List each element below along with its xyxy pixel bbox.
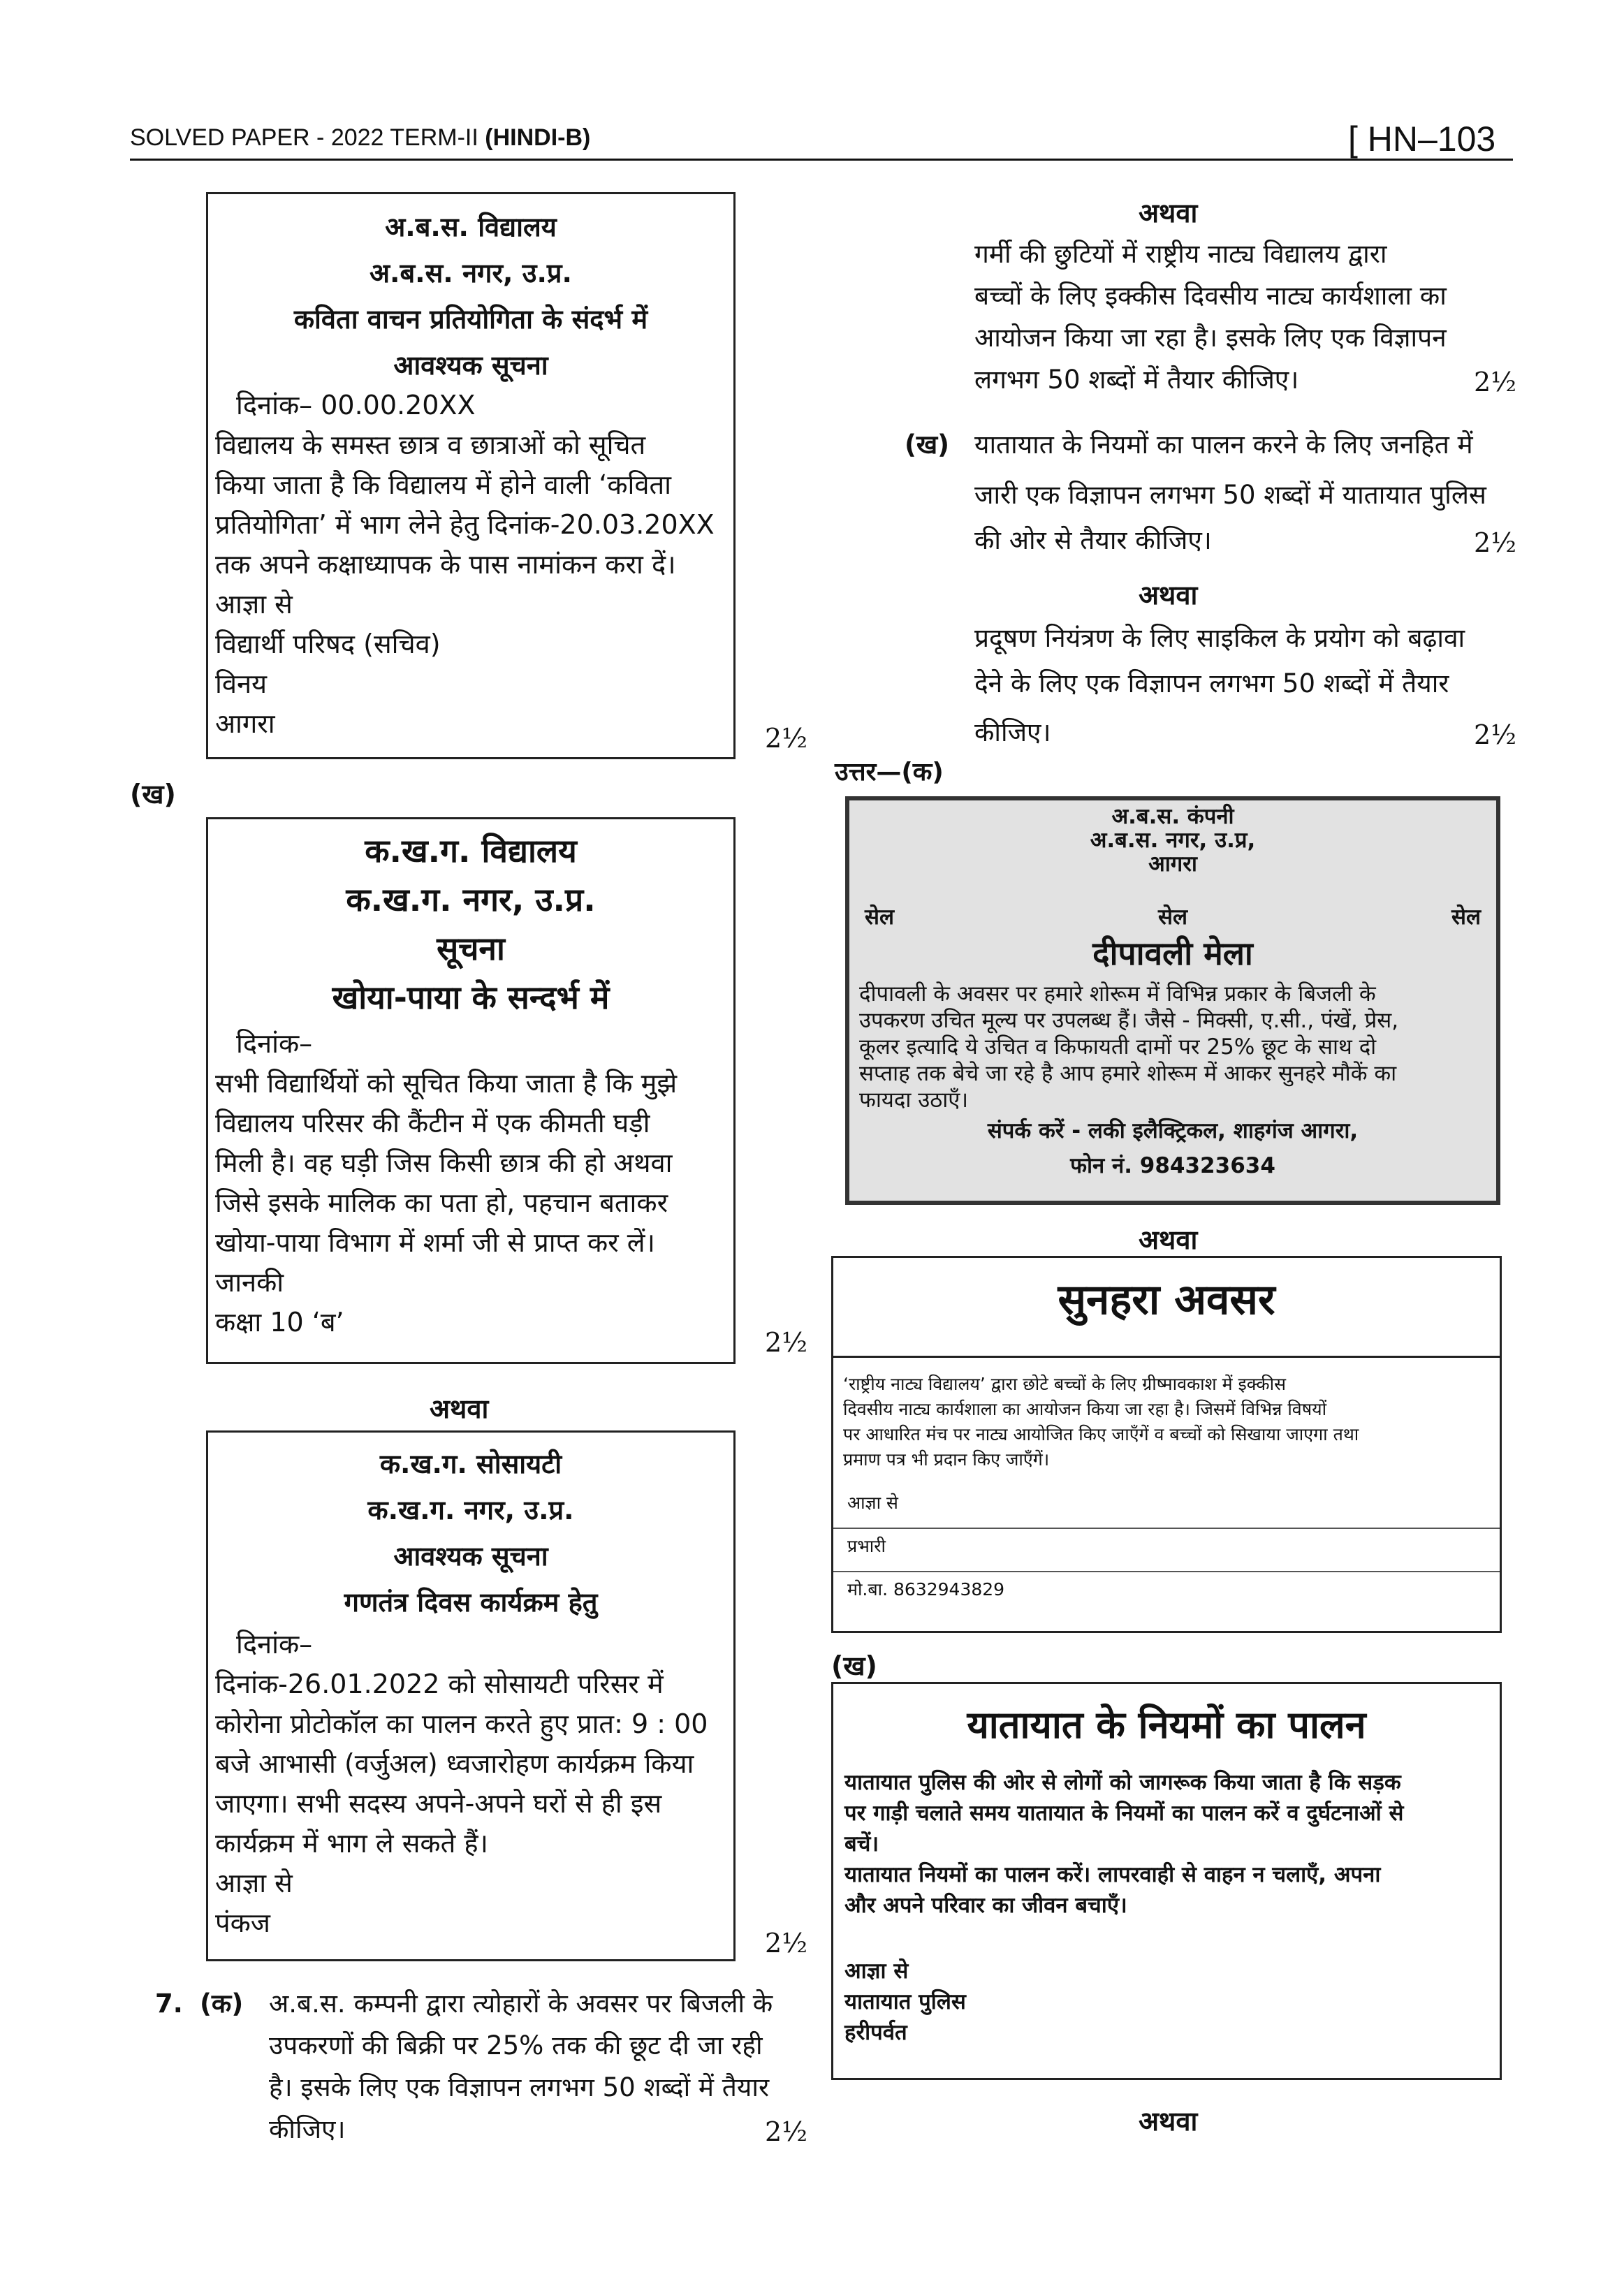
question-line: यातायात के नियमों का पालन करने के लिए जनहित में bbox=[974, 430, 1473, 460]
marks-label: 2½ bbox=[1474, 527, 1517, 558]
ad-sale-tag: सेल bbox=[1158, 905, 1187, 930]
question-part: (ख) bbox=[905, 430, 950, 460]
ad-body-line: बचें। bbox=[844, 1831, 879, 1857]
question-line: है। इसके लिए एक विज्ञापन लगभग 50 शब्दों में तैयार bbox=[269, 2072, 770, 2102]
ad-sale-tag: सेल bbox=[865, 905, 894, 930]
ad-body-line: पर गाड़ी चलाते समय यातायात के नियमों का पालन करें व दुर्घटनाओं से bbox=[844, 1801, 1404, 1826]
ad-body-line: दीपावली के अवसर पर हमारे शोरूम में विभिन्न प्रकार के बिजली के bbox=[859, 981, 1376, 1006]
ad-sign-line: प्रभारी bbox=[847, 1536, 886, 1556]
ad-sign-line: आज्ञा से bbox=[844, 1959, 909, 1984]
notice-body-line: तक अपने कक्षाध्यापक के पास नामांकन करा दें। bbox=[215, 549, 676, 580]
notice-sign-line: आगरा bbox=[215, 708, 275, 739]
ad-divider bbox=[833, 1528, 1500, 1529]
ad-contact: संपर्क करें - लकी इलैक्ट्रिकल, शाहगंज आगरा, bbox=[987, 1118, 1359, 1143]
notice-subject: खोया-पाया के सन्दर्भ में bbox=[332, 979, 610, 1016]
athva-label: अथवा bbox=[1139, 198, 1198, 228]
notice-body-line: किया जाता है कि विद्यालय में होने वाली ‘कविता bbox=[215, 469, 671, 500]
notice-date: दिनांक– bbox=[236, 1629, 313, 1660]
ad-phone: फोन नं. 984323634 bbox=[1070, 1153, 1275, 1178]
notice-body-line: खोया-पाया विभाग में शर्मा जी से प्राप्त कर लें। bbox=[215, 1227, 655, 1258]
athva-label: अथवा bbox=[1139, 580, 1198, 610]
notice-sign-line: पंकज bbox=[215, 1908, 270, 1938]
notice-society-address: क.ख.ग. नगर, उ.प्र. bbox=[367, 1495, 574, 1525]
ad-body-line: उपकरण उचित मूल्य पर उपलब्ध हैं। जैसे - मिक्सी, ए.सी., पंखें, प्रेस, bbox=[859, 1008, 1399, 1033]
notice-body-line: सभी विद्यार्थियों को सूचित किया जाता है कि मुझे bbox=[215, 1068, 678, 1099]
athva-label: अथवा bbox=[430, 1393, 489, 1424]
notice-body-line: प्रतियोगिता’ में भाग लेने हेतु दिनांक-20.03.20XX bbox=[215, 509, 715, 540]
ad-sign-line: आज्ञा से bbox=[847, 1493, 898, 1513]
running-header bbox=[130, 124, 590, 152]
notice-sign-line: जानकी bbox=[215, 1267, 284, 1298]
notice-subject: कविता वाचन प्रतियोगिता के संदर्भ में bbox=[293, 304, 648, 335]
question-line: उपकरणों की बिक्री पर 25% तक की छूट दी जा रही bbox=[269, 2030, 763, 2060]
ad-body-line: यातायात नियमों का पालन करें। लापरवाही से वाहन न चलाएँ, अपना bbox=[844, 1862, 1381, 1887]
question-line: देने के लिए एक विज्ञापन लगभग 50 शब्दों में तैयार bbox=[974, 668, 1449, 698]
notice-box-lost-found bbox=[206, 817, 736, 1364]
question-line: प्रदूषण नियंत्रण के लिए साइकिल के प्रयोग को बढ़ावा bbox=[974, 623, 1465, 653]
ad-body-line: और अपने परिवार का जीवन बचाएँ। bbox=[844, 1893, 1127, 1918]
question-line: की ओर से तैयार कीजिए। bbox=[974, 525, 1212, 555]
header-subject: (HINDI-B) bbox=[485, 124, 591, 151]
marks-label: 2½ bbox=[765, 2116, 808, 2147]
ad-body-line: प्रमाण पत्र भी प्रदान किए जाएँगें। bbox=[843, 1449, 1050, 1470]
part-label-kha: (ख) bbox=[831, 1650, 877, 1681]
ad-divider bbox=[833, 1356, 1500, 1358]
notice-sign-line: आज्ञा से bbox=[215, 589, 293, 620]
question-line: आयोजन किया जा रहा है। इसके लिए एक विज्ञापन bbox=[974, 323, 1447, 353]
ad-body-line: दिवसीय नाट्य कार्यशाला का आयोजन किया जा रहा है। जिसमें विभिन्न विषयों bbox=[843, 1399, 1327, 1419]
ad-body-line: सप्ताह तक बेचे जा रहे है आप हमारे शोरूम में आकर सुनहरे मौकें का bbox=[859, 1061, 1397, 1086]
question-part: (क) bbox=[200, 1989, 244, 2019]
header-title: SOLVED PAPER - 2022 TERM-II bbox=[130, 124, 478, 151]
page-number: [ HN–103 bbox=[1348, 119, 1496, 159]
ad-body-line: यातायात पुलिस की ओर से लोगों को जागरूक किया जाता है कि सड़क bbox=[844, 1770, 1401, 1795]
header-rule bbox=[130, 159, 1513, 161]
question-line: बच्चों के लिए इक्कीस दिवसीय नाट्य कार्यशाला का bbox=[974, 281, 1447, 311]
ad-title: सुनहरा अवसर bbox=[1058, 1275, 1275, 1324]
notice-box-poetry bbox=[206, 192, 736, 759]
notice-body-line: जिसे इसके मालिक का पता हो, पहचान बताकर bbox=[215, 1187, 668, 1218]
ad-body-line: पर आधारित मंच पर नाट्य आयोजित किए जाएँगें व बच्चों को सिखाया जाएगा तथा bbox=[843, 1424, 1359, 1444]
question-line: कीजिए। bbox=[269, 2114, 346, 2144]
notice-body-line: बजे आभासी (वर्जुअल) ध्वजारोहण कार्यक्रम किया bbox=[215, 1748, 694, 1779]
ad-body-line: फायदा उठाएँ। bbox=[859, 1088, 969, 1113]
ad-company-city: आगरा bbox=[1148, 851, 1197, 877]
question-line: जारी एक विज्ञापन लगभग 50 शब्दों में यातायात पुलिस bbox=[974, 480, 1486, 510]
notice-heading: सूचना bbox=[437, 930, 505, 967]
athva-label: अथवा bbox=[1139, 2106, 1198, 2137]
question-line: लगभग 50 शब्दों में तैयार कीजिए। bbox=[974, 365, 1299, 395]
notice-heading: आवश्यक सूचना bbox=[393, 1541, 548, 1572]
ad-title: दीपावली मेला bbox=[1092, 935, 1253, 972]
athva-label: अथवा bbox=[1139, 1224, 1198, 1255]
notice-subject: गणतंत्र दिवस कार्यक्रम हेतु bbox=[344, 1587, 598, 1618]
ad-sign-line: यातायात पुलिस bbox=[844, 1989, 966, 2014]
notice-school-address: अ.ब.स. नगर, उ.प्र. bbox=[370, 258, 572, 288]
ad-title: यातायात के नियमों का पालन bbox=[967, 1703, 1366, 1747]
notice-heading: आवश्यक सूचना bbox=[393, 350, 548, 381]
ad-body-line: ‘राष्ट्रीय नाट्य विद्यालय’ द्वारा छोटे बच्चों के लिए ग्रीष्मावकाश में इक्कीस bbox=[843, 1374, 1286, 1394]
notice-school-name: अ.ब.स. विद्यालय bbox=[385, 212, 557, 242]
notice-body-line: मिली है। वह घड़ी जिस किसी छात्र की हो अथवा bbox=[215, 1148, 673, 1178]
answer-label: उत्तर—(क) bbox=[835, 758, 944, 786]
ad-divider bbox=[833, 1571, 1500, 1572]
ad-company-address: अ.ब.स. नगर, उ.प्र, bbox=[1090, 828, 1256, 853]
ad-traffic-rules bbox=[831, 1682, 1502, 2080]
marks-label: 2½ bbox=[765, 1928, 808, 1959]
question-line: कीजिए। bbox=[974, 717, 1051, 747]
ad-diwali-sale bbox=[845, 796, 1500, 1205]
marks-label: 2½ bbox=[765, 1327, 808, 1358]
notice-body-line: विद्यालय के समस्त छात्र व छात्राओं को सूचित bbox=[215, 430, 646, 460]
marks-label: 2½ bbox=[765, 723, 808, 754]
notice-sign-line: आज्ञा से bbox=[215, 1868, 293, 1898]
ad-golden-opportunity bbox=[831, 1256, 1502, 1633]
notice-body-line: दिनांक-26.01.2022 को सोसायटी परिसर में bbox=[215, 1669, 664, 1699]
notice-body-line: विद्यालय परिसर की कैंटीन में एक कीमती घड़ी bbox=[215, 1108, 650, 1139]
ad-sale-tag: सेल bbox=[1451, 905, 1481, 930]
ad-body-line: कूलर इत्यादि ये उचित व किफायती दामों पर 25% छूट के साथ दो bbox=[859, 1034, 1377, 1060]
notice-sign-line: कक्षा 10 ‘ब’ bbox=[215, 1307, 344, 1338]
question-line: अ.ब.स. कम्पनी द्वारा त्योहारों के अवसर पर बिजली के bbox=[269, 1989, 773, 2019]
question-line: गर्मी की छुटियों में राष्ट्रीय नाट्य विद्यालय द्वारा bbox=[974, 239, 1387, 269]
notice-box-republic-day bbox=[206, 1430, 736, 1961]
marks-label: 2½ bbox=[1474, 719, 1517, 750]
marks-label: 2½ bbox=[1474, 367, 1517, 397]
ad-phone: मो.बा. 8632943829 bbox=[847, 1579, 1005, 1599]
notice-body-line: कोरोना प्रोटोकॉल का पालन करते हुए प्रात: 9 : 00 bbox=[215, 1708, 708, 1739]
notice-sign-line: विनय bbox=[215, 668, 268, 699]
notice-date: दिनांक– bbox=[236, 1028, 313, 1059]
part-label-kha: (ख) bbox=[130, 779, 176, 810]
ad-sign-line: हरीपर्वत bbox=[844, 2020, 907, 2045]
notice-body-line: जाएगा। सभी सदस्य अपने-अपने घरों से ही इस bbox=[215, 1788, 662, 1819]
notice-school-address: क.ख.ग. नगर, उ.प्र. bbox=[346, 881, 596, 918]
ad-company-name: अ.ब.स. कंपनी bbox=[1111, 804, 1234, 829]
notice-sign-line: विद्यार्थी परिषद (सचिव) bbox=[215, 629, 441, 659]
notice-school-name: क.ख.ग. विद्यालय bbox=[365, 832, 577, 870]
notice-body-line: कार्यक्रम में भाग ले सकते हैं। bbox=[215, 1828, 488, 1859]
notice-date: दिनांक– 00.00.20XX bbox=[236, 390, 476, 420]
notice-society-name: क.ख.ग. सोसायटी bbox=[379, 1449, 562, 1479]
question-number: 7. bbox=[155, 1989, 183, 2019]
